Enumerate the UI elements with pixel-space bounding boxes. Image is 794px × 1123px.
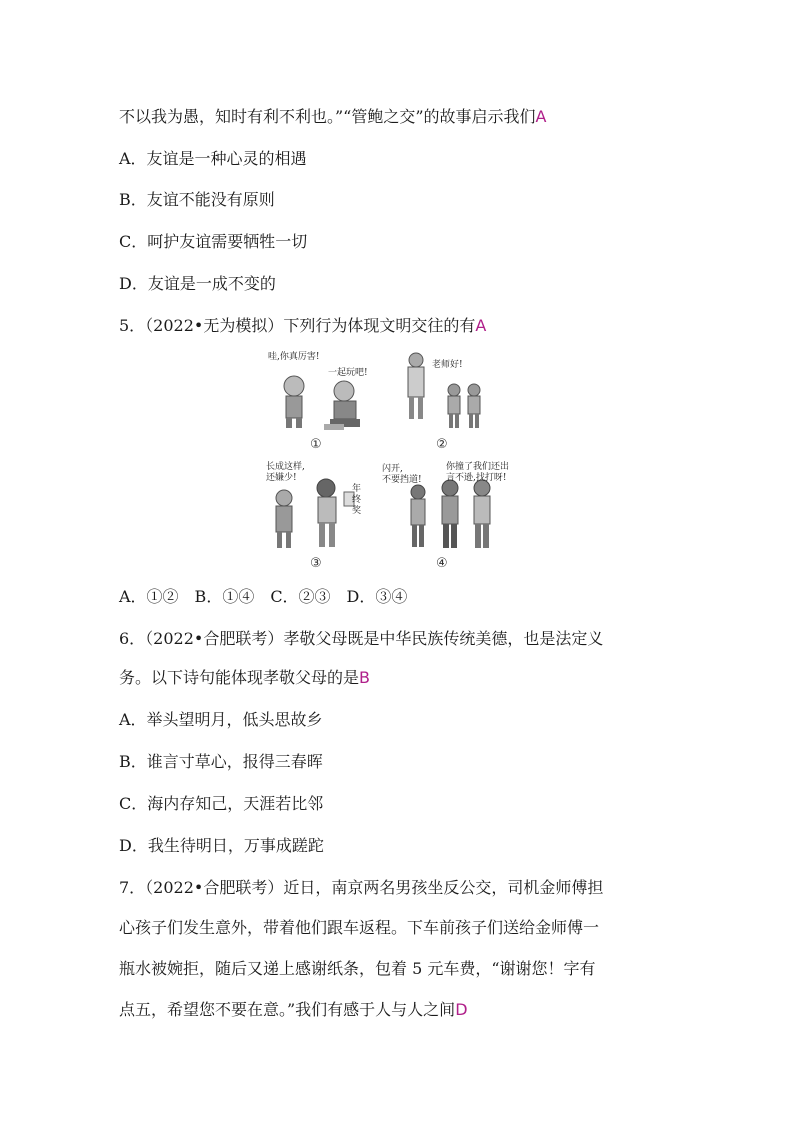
q5-panel-4-bubble-2: 不要挡道! <box>382 475 422 485</box>
q5-panel-2-label: ② <box>436 437 448 452</box>
q4-option-d: D．友谊是一成不变的 <box>119 274 276 293</box>
q5-panel-2-bubble-1: 老师好! <box>432 360 463 370</box>
q5-panel-1-bubble-2: 一起玩吧! <box>328 368 368 378</box>
q5-panel-1-label: ① <box>310 437 322 452</box>
q5-panel-3-bubble-1: 长成这样, <box>266 462 305 472</box>
q5-stem: 5．（2022•无为模拟）下列行为体现文明交往的有A <box>119 316 487 335</box>
q7-line-3: 瓶水被婉拒，随后又递上感谢纸条，包着 5 元车费，“谢谢您！字有 <box>119 959 596 978</box>
q5-panel-1-bubble-1: 哇,你真厉害! <box>268 352 320 362</box>
q6-stem-line-1: 6．（2022•合肥联考）孝敬父母既是中华民族传统美德，也是法定义 <box>119 629 604 648</box>
q5-panel-3-bubble-3: 年 <box>352 484 362 494</box>
q5-panel-3-bubble-5: 奖 <box>352 506 362 516</box>
q5-panel-4-bubble-4: 言不逊,找打呀! <box>446 473 507 483</box>
q6-stem-line-2: 务。以下诗句能体现孝敬父母的是B <box>119 668 370 687</box>
q6-option-c: C．海内存知己，天涯若比邻 <box>119 794 324 813</box>
q5-panel-4-bubble-1: 闪开, <box>382 464 403 474</box>
q7-line-2: 心孩子们发生意外，带着他们跟车返程。下车前孩子们送给金师傅一 <box>119 918 600 937</box>
q5-panel-4-bubble-3: 你撞了我们还出 <box>446 462 510 472</box>
q4-option-a: A．友谊是一种心灵的相遇 <box>119 149 307 168</box>
q5-options: A．①② B．①④ C．②③ D．③④ <box>119 587 408 606</box>
q6-answer: B <box>359 668 370 687</box>
q7-line-4: 点五，希望您不要在意。”我们有感于人与人之间D <box>119 1000 468 1019</box>
q5-panel-4-label: ④ <box>436 556 448 571</box>
q4-option-b: B．友谊不能没有原则 <box>119 190 275 209</box>
q5-panel-3-bubble-2: 还嫌少! <box>266 473 297 483</box>
q4-answer: A <box>535 107 547 126</box>
q6-option-d: D．我生待明日，万事成蹉跎 <box>119 836 324 855</box>
q6-option-a: A．举头望明月，低头思故乡 <box>119 710 323 729</box>
q5-panel-3-label: ③ <box>310 556 322 571</box>
q7-answer: D <box>455 1000 468 1019</box>
q7-line-1: 7．（2022•合肥联考）近日，南京两名男孩坐反公交，司机金师傅担 <box>119 878 604 897</box>
q4-stem-tail: 不以我为愚，知时有利不利也。”“管鲍之交”的故事启示我们A <box>119 107 547 126</box>
q5-answer: A <box>475 316 487 335</box>
q5-panel-3-bubble-4: 终 <box>352 495 362 505</box>
q6-option-b: B．谁言寸草心，报得三春晖 <box>119 752 323 771</box>
q4-option-c: C．呵护友谊需要牺牲一切 <box>119 232 308 251</box>
